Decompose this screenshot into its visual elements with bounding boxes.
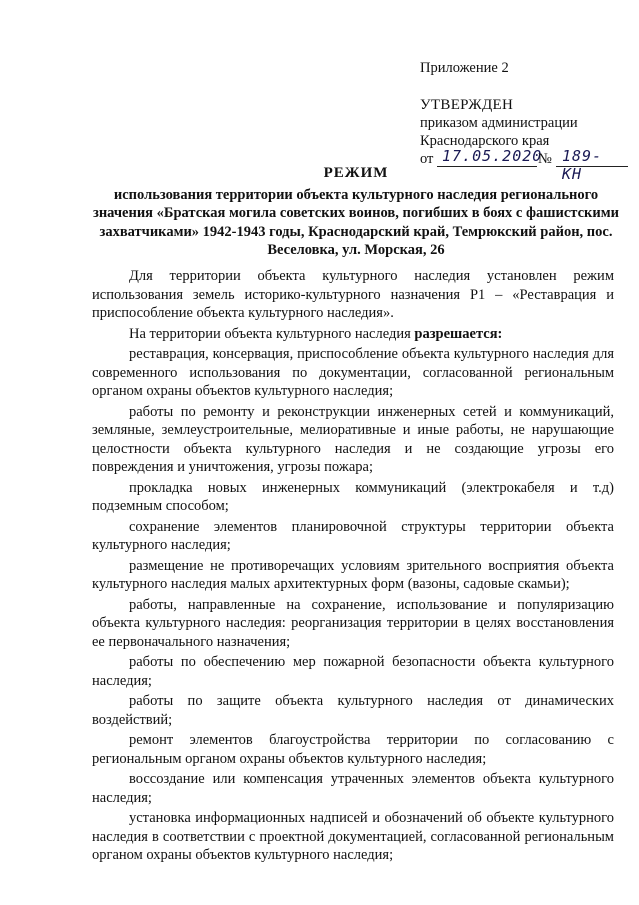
list-item: ремонт элементов благоустройства территории по согласованию с региональным органом охраны объектов культурного наследия; bbox=[92, 732, 614, 767]
list-item: сохранение элементов планировочной структуры территории объекта культурного наследия; bbox=[92, 518, 614, 553]
document-heading bbox=[92, 164, 620, 260]
list-item: размещение не противоречащих условиям зрительного восприятия объекта культурного наследия малых архитектурных форм (вазоны, садовые скамьи); bbox=[92, 557, 614, 592]
list-item: работы по обеспечению мер пожарной безопасности объекта культурного наследия; bbox=[92, 654, 614, 689]
list-item: реставрация, консервация, приспособление объекта культурного наследия для современного использования по документации, согласованной региональным органом охраны объектов культурного наследия; bbox=[92, 346, 614, 399]
handwritten-date: 17.05.2020 bbox=[442, 147, 543, 165]
handwritten-number: 189-КН bbox=[562, 147, 603, 183]
date-prefix: от bbox=[420, 151, 434, 167]
allowed-prefix: На территории объекта культурного наследия bbox=[129, 325, 415, 342]
approved-title: УТВЕРЖДЕН bbox=[420, 97, 514, 113]
approved-by-line: приказом администрации bbox=[420, 115, 578, 131]
allowed-heading bbox=[92, 325, 614, 344]
number-prefix: № bbox=[538, 151, 552, 167]
intro-paragraph: Для территории объекта культурного наследия установлен режим использования земель историко-культурного назначения Р1 – «Реставрация и приспособление объекта культурного наследия». bbox=[92, 268, 614, 321]
list-item: работы по ремонту и реконструкции инженерных сетей и коммуникаций, земляные, землеустроительные, мелиоративные и иные работы, не нарушающие целостности объекта культурного наследия и не создающие угрозы его повреждения и уничтожения, угрозы пожара; bbox=[92, 403, 614, 475]
appendix-label: Приложение 2 bbox=[420, 60, 509, 76]
document-body bbox=[92, 267, 614, 867]
approved-region-line: Краснодарского края bbox=[420, 133, 550, 149]
heading-title: РЕЖИМ bbox=[323, 165, 389, 181]
approval-block bbox=[420, 96, 603, 183]
heading-subtitle: использования территории объекта культурного наследия регионального значения «Братская могила советских воинов, погибших в боях с фашистскими захватчиками» 1942-1943 годы, Краснодарский край, Темрюкский район, пос. Веселовка, ул. Морская, 26 bbox=[93, 186, 619, 258]
allowed-items-list bbox=[92, 345, 614, 865]
list-item: работы по защите объекта культурного наследия от динамических воздействий; bbox=[92, 693, 614, 728]
list-item: работы, направленные на сохранение, использование и популяризацию объекта культурного наследия: реорганизация территории в целях восстановления ее первоначального назначения; bbox=[92, 596, 614, 650]
list-item: установка информационных надписей и обозначений об объекте культурного наследия в соответствии с проектной документацией, согласованной региональным органом охраны объектов культурного наследия; bbox=[92, 810, 614, 863]
list-item: воссоздание или компенсация утраченных элементов объекта культурного наследия; bbox=[92, 771, 614, 806]
list-item: прокладка новых инженерных коммуникаций (электрокабеля и т.д) подземным способом; bbox=[92, 479, 614, 514]
allowed-bold: разрешается: bbox=[414, 325, 503, 342]
